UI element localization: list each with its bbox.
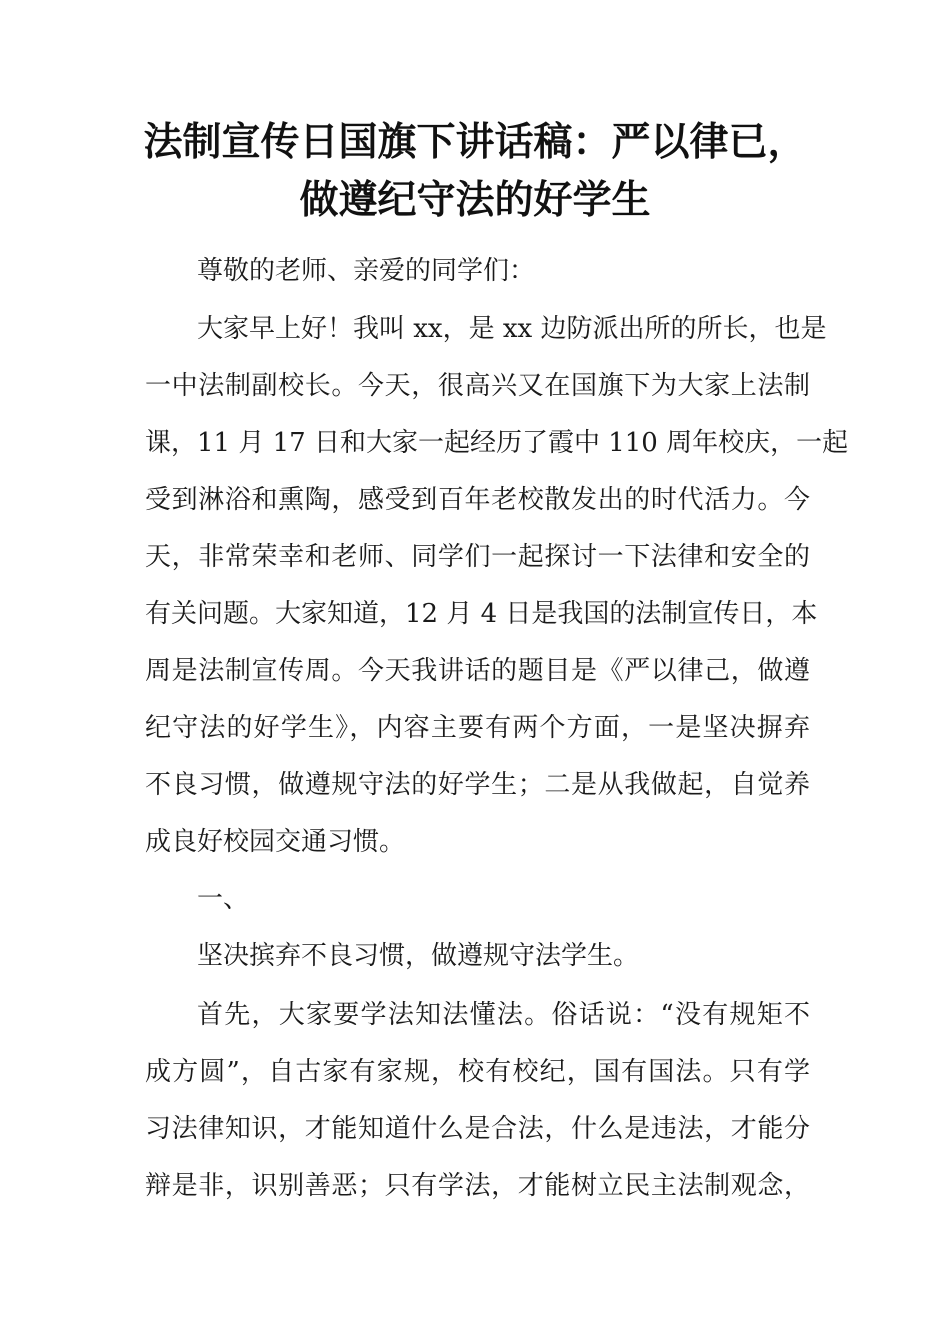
document-title-line-1: 法制宣传日国旗下讲话稿：严以律已， bbox=[143, 119, 807, 165]
paragraph-line: 不良习惯，做遵规守法的好学生；二是从我做起，自觉养 bbox=[145, 770, 810, 800]
paragraph-line: 大家早上好！我叫 xx，是 xx 边防派出所的所长，也是 bbox=[197, 314, 827, 344]
paragraph-line: 一中法制副校长。今天，很高兴又在国旗下为大家上法制 bbox=[145, 371, 810, 401]
section-marker: 一、 bbox=[197, 884, 250, 914]
paragraph-line: 首先，大家要学法知法懂法。俗话说：“没有规矩不 bbox=[197, 1000, 810, 1030]
paragraph-line: 成方圆”，自古家有家规，校有校纪，国有国法。只有学 bbox=[145, 1057, 810, 1087]
section-heading: 坚决摈弃不良习惯，做遵规守法学生。 bbox=[197, 941, 640, 971]
salutation: 尊敬的老师、亲爱的同学们： bbox=[197, 256, 536, 286]
paragraph-line: 受到淋浴和熏陶，感受到百年老校散发出的时代活力。今 bbox=[145, 485, 810, 515]
paragraph-line: 纪守法的好学生》，内容主要有两个方面，一是坚决摒弃 bbox=[145, 713, 810, 743]
paragraph-line: 课，11 月 17 日和大家一起经历了霞中 110 周年校庆，一起 bbox=[145, 428, 849, 458]
paragraph-line: 周是法制宣传周。今天我讲话的题目是《严以律己，做遵 bbox=[145, 656, 810, 686]
paragraph-line: 辩是非，识别善恶；只有学法，才能树立民主法制观念， bbox=[145, 1171, 810, 1201]
paragraph-line: 有关问题。大家知道，12 月 4 日是我国的法制宣传日，本 bbox=[145, 599, 818, 629]
paragraph-line: 习法律知识，才能知道什么是合法，什么是违法，才能分 bbox=[145, 1114, 810, 1144]
paragraph-line: 天，非常荣幸和老师、同学们一起探讨一下法律和安全的 bbox=[145, 542, 810, 572]
paragraph-line: 成良好校园交通习惯。 bbox=[145, 827, 406, 857]
document-title-line-2: 做遵纪守法的好学生 bbox=[299, 177, 651, 223]
